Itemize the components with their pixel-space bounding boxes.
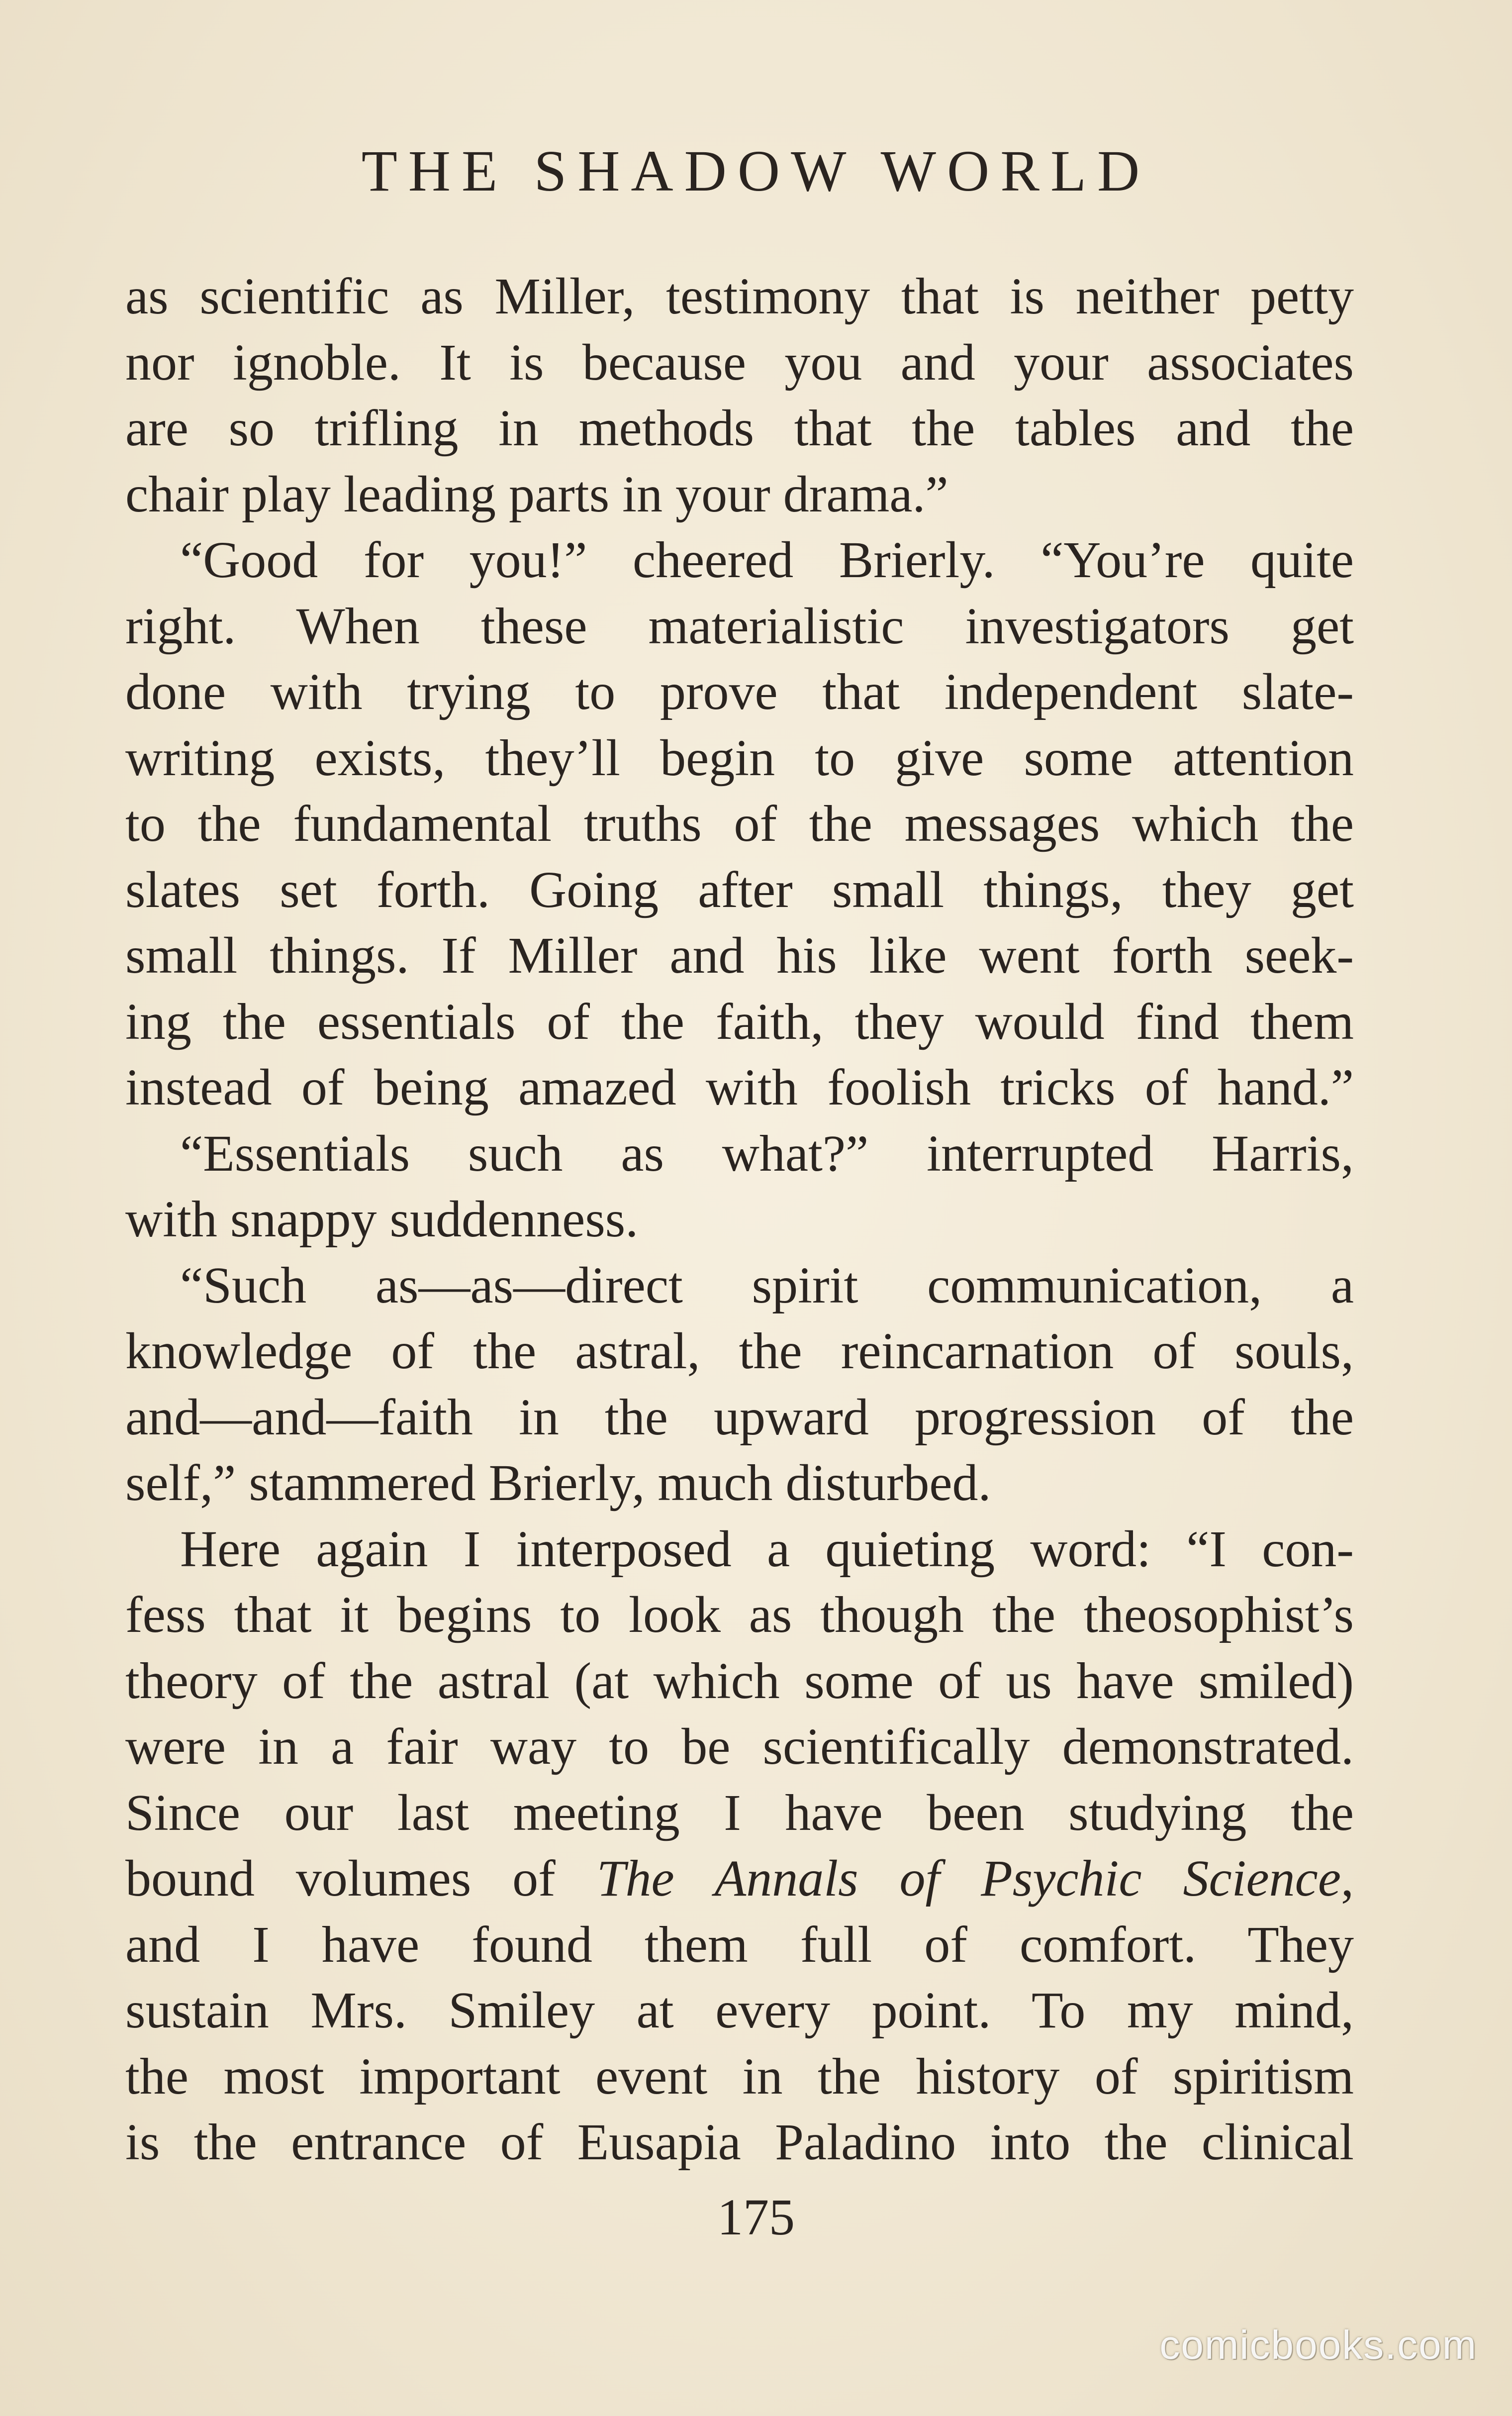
text-line: “Good for you!” cheered Brierly. “You’re quite: [180, 531, 1354, 589]
text-line-italic-title: [125, 1846, 1354, 1912]
text-line: fess that it begins to look as though the theosophist’s: [125, 1586, 1354, 1643]
running-head: THE SHADOW WORLD: [361, 138, 1151, 203]
text-line: to the fundamental truths of the messages which the: [125, 795, 1354, 852]
text-line: theory of the astral (at which some of us have smiled): [125, 1652, 1354, 1710]
text-line: knowledge of the astral, the reincarnation of souls,: [125, 1322, 1354, 1380]
text-line: self,” stammered Brierly, much disturbed.: [125, 1454, 991, 1511]
text-line: ing the essentials of the faith, they would find them: [125, 993, 1354, 1050]
body-text: [125, 264, 1354, 2176]
text-line: with snappy suddenness.: [125, 1191, 639, 1248]
text-line: Since our last meeting I have been studying the: [125, 1784, 1354, 1841]
text-line: slates set forth. Going after small things, they get: [125, 861, 1354, 918]
page-number: 175: [717, 2189, 795, 2246]
book-title-italic: The Annals of Psychic Science: [596, 1850, 1341, 1907]
text-line: chair play leading parts in your drama.”: [125, 465, 948, 523]
text-line: Here again I interposed a quieting word: “I con-: [180, 1520, 1354, 1578]
text-span: bound volumes of: [125, 1850, 597, 1907]
text-line: the most important event in the history of spiritism: [125, 2047, 1354, 2105]
text-line: “Essentials such as what?” interrupted Harris,: [180, 1124, 1354, 1182]
text-line: and I have found them full of comfort. They: [125, 1915, 1354, 1973]
text-line: sustain Mrs. Smiley at every point. To my mind,: [125, 1982, 1354, 2039]
text-line: writing exists, they’ll begin to give some attention: [125, 729, 1354, 787]
paragraph-lines: [125, 264, 1354, 1846]
text-line: “Such as—as—direct spirit communication, a: [180, 1256, 1354, 1314]
text-line: were in a fair way to be scientifically demonstrated.: [125, 1718, 1354, 1775]
paragraph-lines: [125, 1912, 1354, 2176]
text-line: is the entrance of Eusapia Paladino into the clinical: [125, 2114, 1354, 2171]
text-span: ,: [1341, 1850, 1354, 1907]
text-line: small things. If Miller and his like went forth seek-: [125, 927, 1354, 984]
text-line: done with trying to prove that independent slate-: [125, 663, 1354, 720]
watermark: comicbooks.com: [1159, 2322, 1477, 2368]
text-line: and—and—faith in the upward progression of the: [125, 1388, 1354, 1446]
text-line: as scientific as Miller, testimony that is neither petty: [125, 268, 1354, 325]
text-line: nor ignoble. It is because you and your associates: [125, 333, 1354, 391]
text-line: right. When these materialistic investigators get: [125, 597, 1354, 655]
text-line: are so trifling in methods that the tables and the: [125, 400, 1354, 457]
text-line: instead of being amazed with foolish tricks of hand.”: [125, 1059, 1354, 1116]
